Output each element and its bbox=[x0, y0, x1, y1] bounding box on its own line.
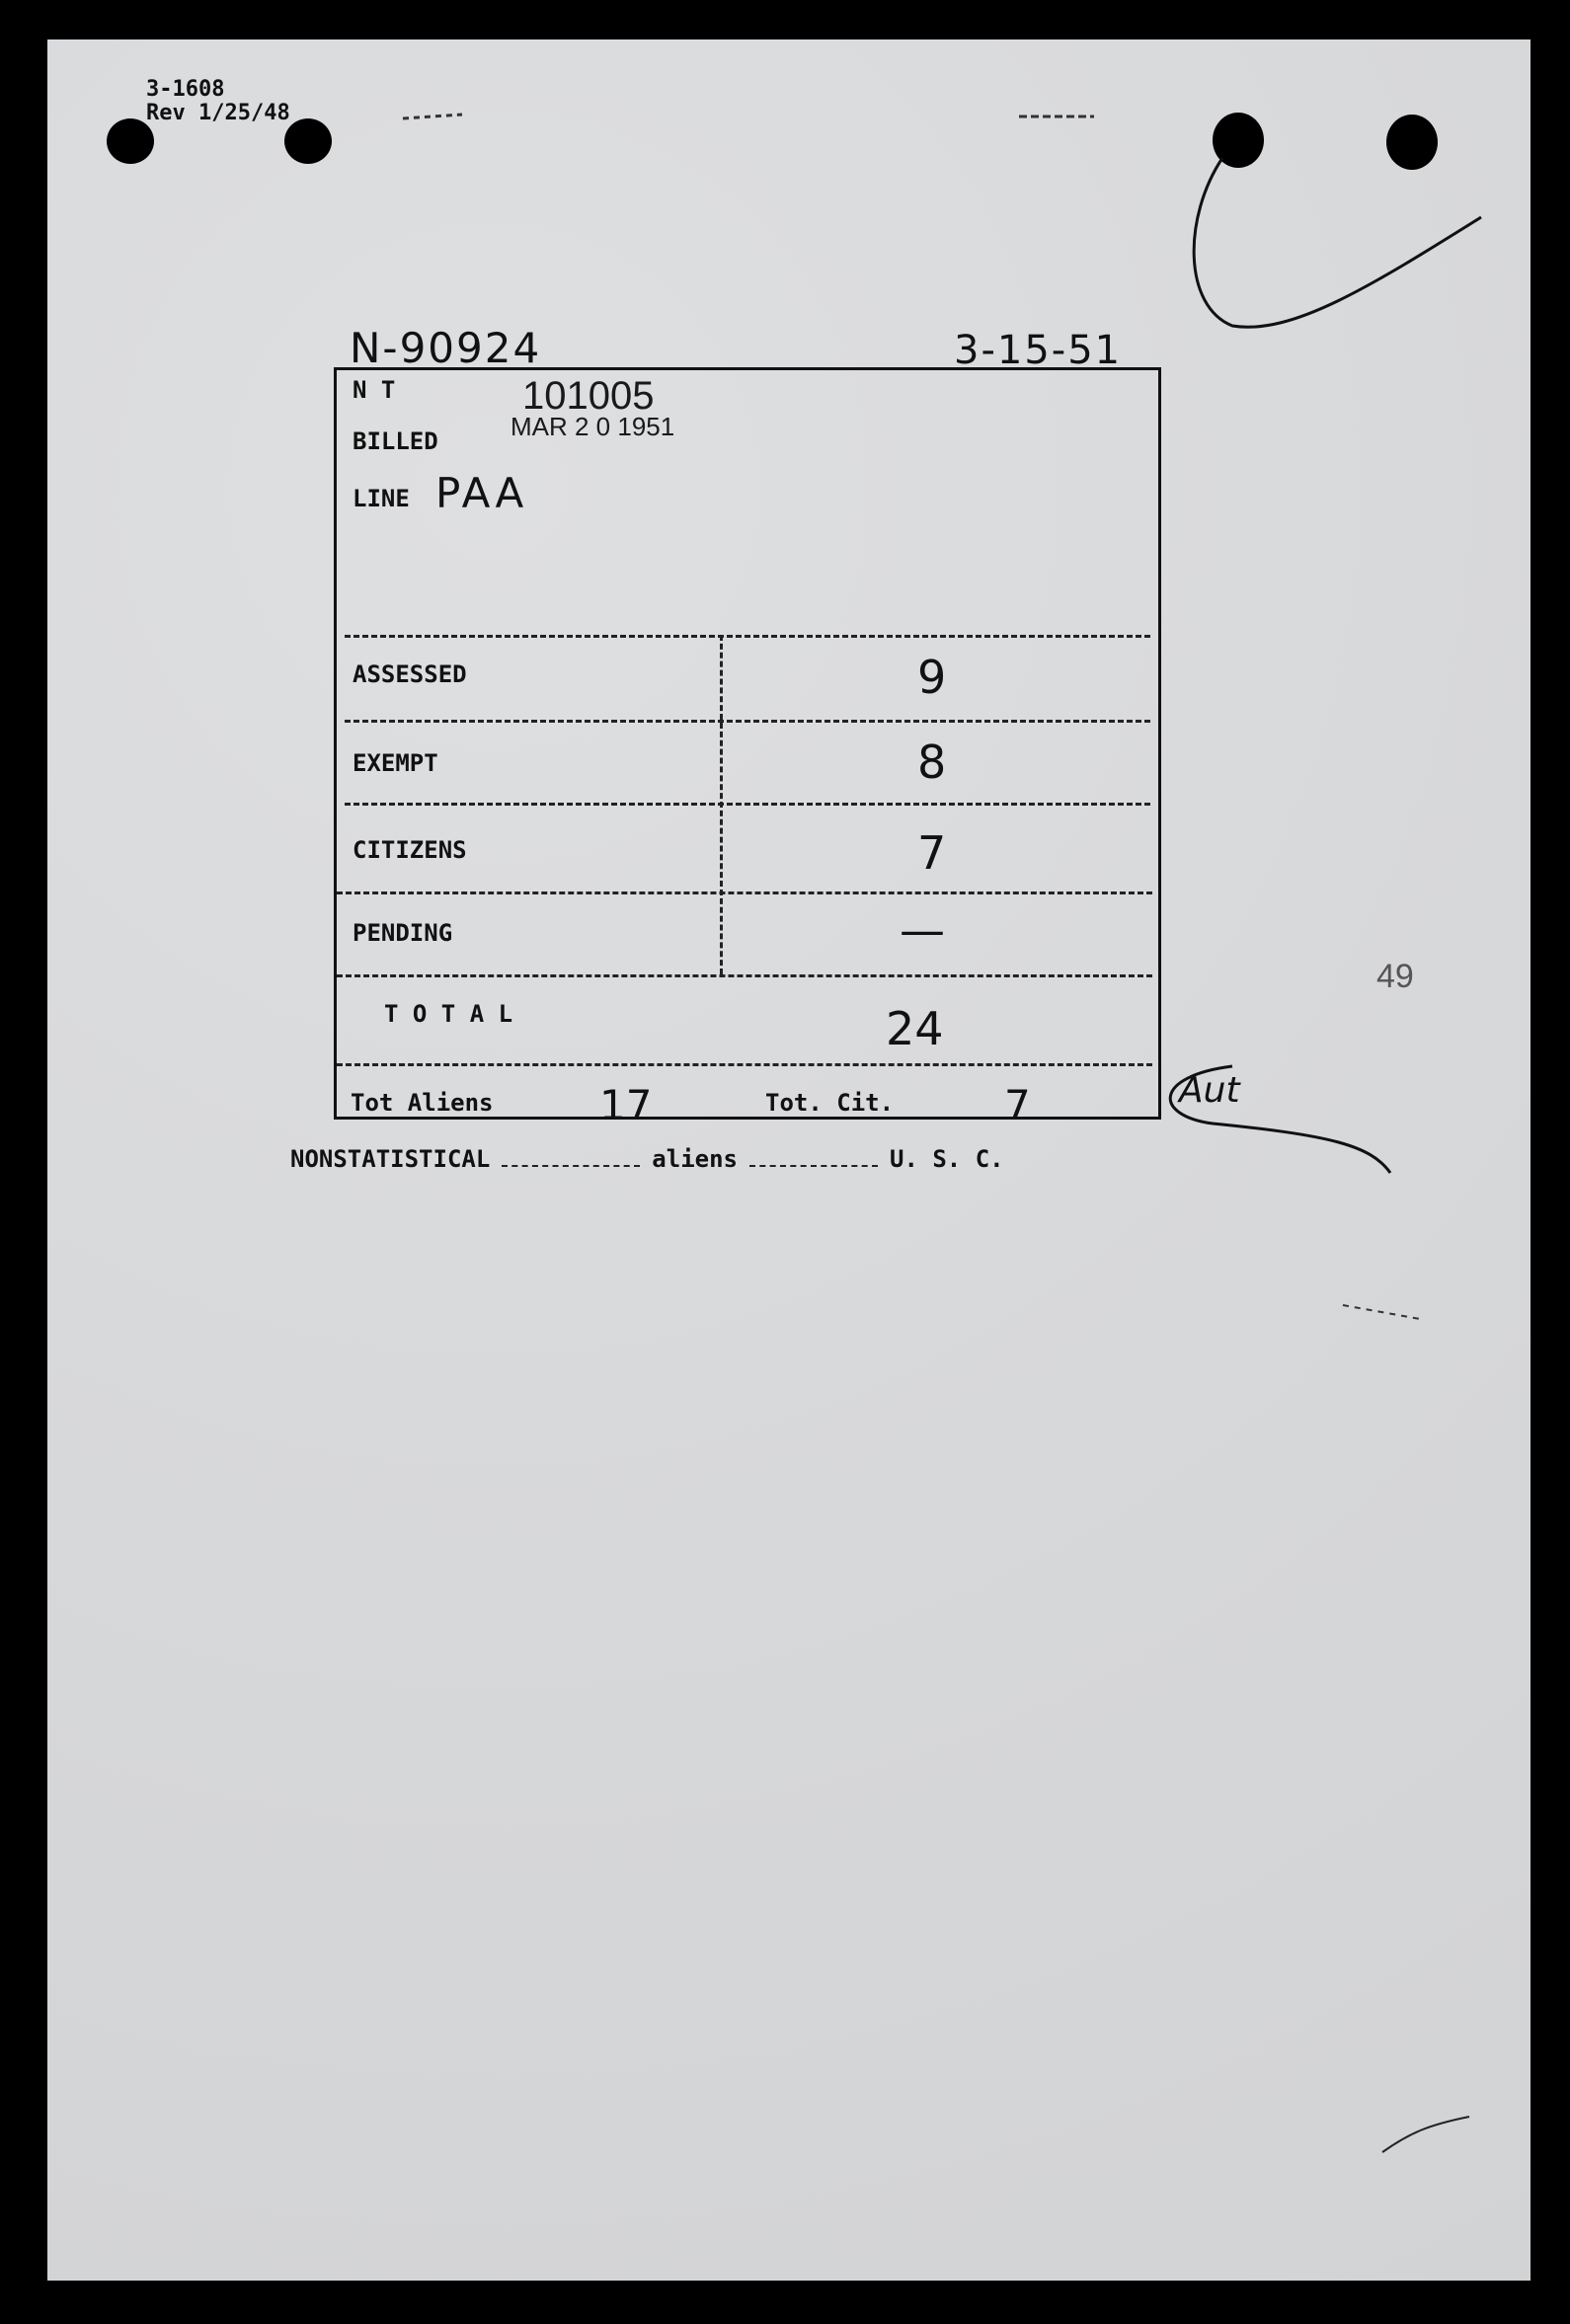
form-code-line2: Rev 1/25/48 bbox=[146, 101, 290, 125]
row-value-assessed: 9 bbox=[917, 651, 947, 704]
nonstat-aliens-label: aliens bbox=[652, 1145, 738, 1173]
tot-cit-label: Tot. Cit. bbox=[765, 1089, 895, 1117]
row-label-exempt: EXEMPT bbox=[353, 749, 438, 777]
billed-label: BILLED bbox=[353, 427, 438, 455]
initials: Aut bbox=[1179, 1070, 1240, 1111]
stamp-number: 101005 bbox=[522, 374, 655, 418]
pen-stroke-mid-right bbox=[1343, 1305, 1420, 1319]
row-value-exempt: 8 bbox=[917, 736, 947, 789]
manifest-date: 3-15-51 bbox=[954, 328, 1123, 373]
nonstat-usc-label: U. S. C. bbox=[890, 1145, 1004, 1173]
row-value-citizens: 7 bbox=[917, 826, 947, 880]
row-value-pending: — bbox=[900, 903, 945, 957]
form-code-line1: 3-1608 bbox=[146, 77, 225, 102]
tot-aliens-value: 17 bbox=[599, 1081, 653, 1129]
tot-cit-value: 7 bbox=[1004, 1081, 1031, 1129]
stamp-date: MAR 2 0 1951 bbox=[510, 412, 675, 441]
total-value: 24 bbox=[886, 1002, 944, 1055]
document-page bbox=[47, 39, 1531, 2281]
pen-stroke-initials-loop bbox=[1170, 1066, 1390, 1173]
pen-stroke-bottom-right bbox=[1382, 2117, 1469, 2152]
total-label: T O T A L bbox=[384, 1000, 513, 1028]
line-label: LINE bbox=[353, 485, 410, 512]
page-number: 49 bbox=[1376, 958, 1414, 995]
manifest-number: N-90924 bbox=[350, 324, 542, 372]
nonstat-label: NONSTATISTICAL bbox=[290, 1145, 491, 1173]
nt-label: N T bbox=[353, 376, 396, 404]
row-label-citizens: CITIZENS bbox=[353, 836, 467, 864]
line-value: PAA bbox=[435, 469, 528, 517]
pen-stroke-top-right bbox=[1194, 158, 1481, 327]
tot-aliens-label: Tot Aliens bbox=[351, 1089, 494, 1117]
row-label-assessed: ASSESSED bbox=[353, 660, 467, 688]
pen-marks bbox=[47, 39, 1531, 2281]
row-label-pending: PENDING bbox=[353, 919, 453, 947]
pen-stroke-top-left-mark bbox=[403, 115, 462, 118]
